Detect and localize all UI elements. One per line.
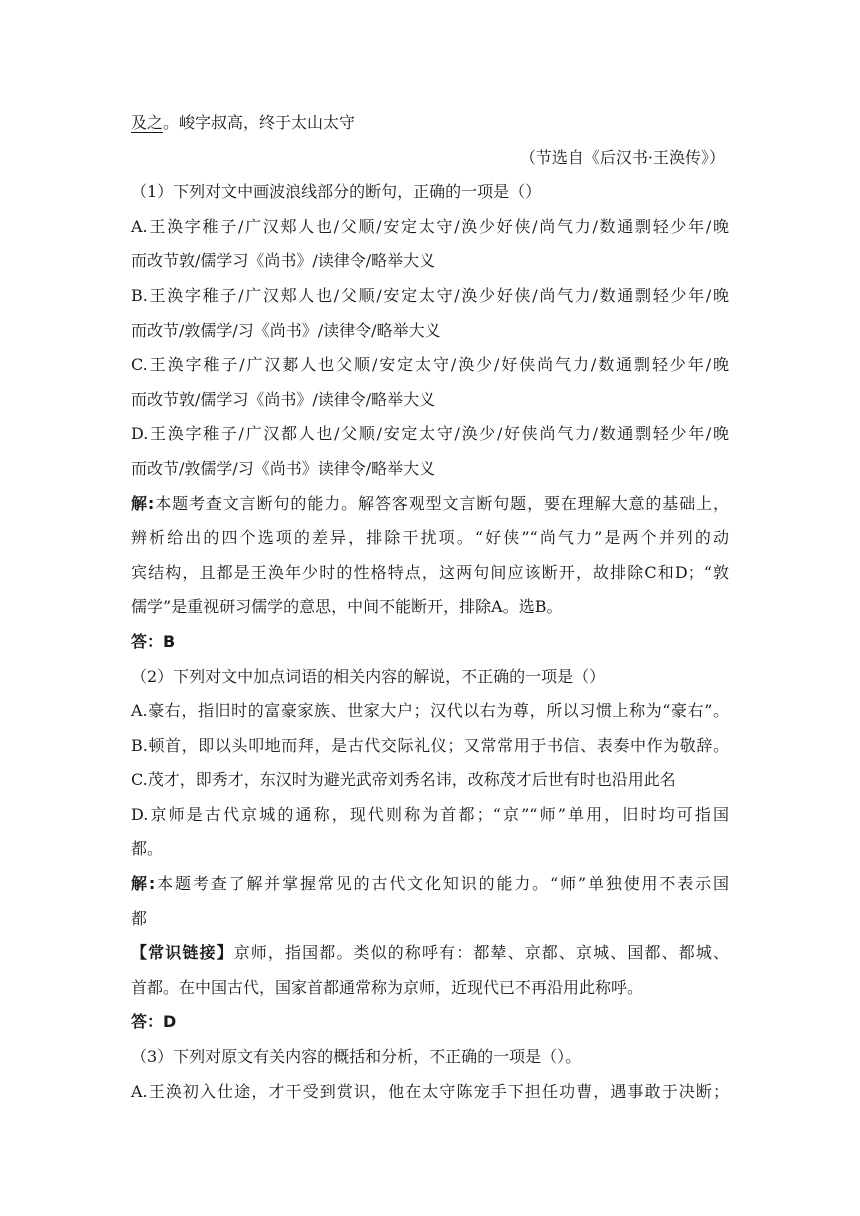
option-d-line-2: 都。 <box>131 839 164 859</box>
option-b-line-1: B.王涣字稚子/广汉郏人也/父顺/安定太守/涣少好侠/尚气力/数通剽轻少年/晚 <box>131 285 729 305</box>
solution-1-line-3: 宾结构，且都是王涣年少时的性格特点，这两句间应该断开，故排除C和D；“敦 <box>131 562 729 582</box>
option-a-line-1: A.王涣字稚子/广汉郏人也/父顺/安定太守/涣少好侠/尚气力/数通剽轻少年/晚 <box>131 216 729 236</box>
solution-2-line-1: 解:本题考查了解并掌握常见的古代文化知识的能力。“师”单独使用不表示国 <box>131 874 729 894</box>
option-c-line-1: C.王涣字稚子/广汉郪人也父顺/安定太守/涣少/好侠尚气力/数通剽轻少年/晚 <box>131 355 729 375</box>
option-a-line-2: 而改节敦/儒学习《尚书》/读律令/略举大义 <box>131 251 436 271</box>
solution-2-line-2: 都 <box>131 908 148 928</box>
solution-1-line-1: 解:本题考查文言断句的能力。解答客观型文言断句题，要在理解大意的基础上， <box>131 493 729 513</box>
knowledge-link-label: 【常识链接】 <box>131 943 234 963</box>
option-a-line-1: A.王涣初入仕途，才干受到赏识，他在太守陈宠手下担任功曹，遇事敢于决断； <box>131 1081 729 1101</box>
question-1: （1）下列对文中画波浪线部分的断句，正确的一项是（） <box>131 182 542 202</box>
option-b: B.顿首，即以头叩地而拜，是古代交际礼仪；又常常用于书信、表奏中作为敬辞。 <box>131 735 729 755</box>
solution-1-line-4: 儒学”是重视研习儒学的意思，中间不能断开，排除A。选B。 <box>131 597 563 617</box>
solution-label: 解: <box>131 493 155 513</box>
document-page <box>131 106 729 1109</box>
option-c: C.茂才，即秀才，东汉时为避光武帝刘秀名讳，改称茂才后世有时也沿用此名 <box>131 770 676 790</box>
text-line: 及之。峻字叔高，终于太山太守 <box>131 113 356 132</box>
solution-label: 解: <box>131 874 156 894</box>
option-d-line-2: 而改节/敦儒学/习《尚书》读律令/略举大义 <box>131 458 436 478</box>
underlined-text: 及之 <box>131 113 164 132</box>
option-a: A.豪右，指旧时的富豪家族、世家大户；汉代以右为尊，所以习惯上称为“豪右”。 <box>131 701 729 721</box>
solution-1-line-2: 辨析给出的四个选项的差异，排除干扰项。“好侠”“尚气力”是两个并列的动 <box>131 528 729 548</box>
option-d-line-1: D.王涣字稚子/广汉都人也/父顺/安定太守/涣少/好侠尚气力/数通剽轻少年/晚 <box>131 424 729 444</box>
question-2: （2）下列对文中加点词语的相关内容的解说，不正确的一项是（） <box>131 666 606 686</box>
source-citation: （节选自《后汉书·王涣传》） <box>519 147 725 167</box>
option-b-line-2: 而改节/敦儒学/习《尚书》/读律令/略举大义 <box>131 320 441 340</box>
knowledge-link-line-2: 首都。在中国古代，国家首都通常称为京师，近现代已不再沿用此称呼。 <box>131 977 644 997</box>
knowledge-link-line-1: 【常识链接】京师，指国都。类似的称呼有：都辇、京都、京城、国都、都城、 <box>131 943 729 963</box>
answer-2: 答：D <box>131 1012 177 1032</box>
answer-1: 答：B <box>131 631 176 651</box>
question-3: （3）下列对原文有关内容的概括和分析，不正确的一项是（）。 <box>131 1047 582 1067</box>
option-d-line-1: D.京师是古代京城的通称，现代则称为首都；“京”“师”单用，旧时均可指国 <box>131 804 729 824</box>
option-c-line-2: 而改节敦/儒学习《尚书》/读律令/略举大义 <box>131 389 436 409</box>
